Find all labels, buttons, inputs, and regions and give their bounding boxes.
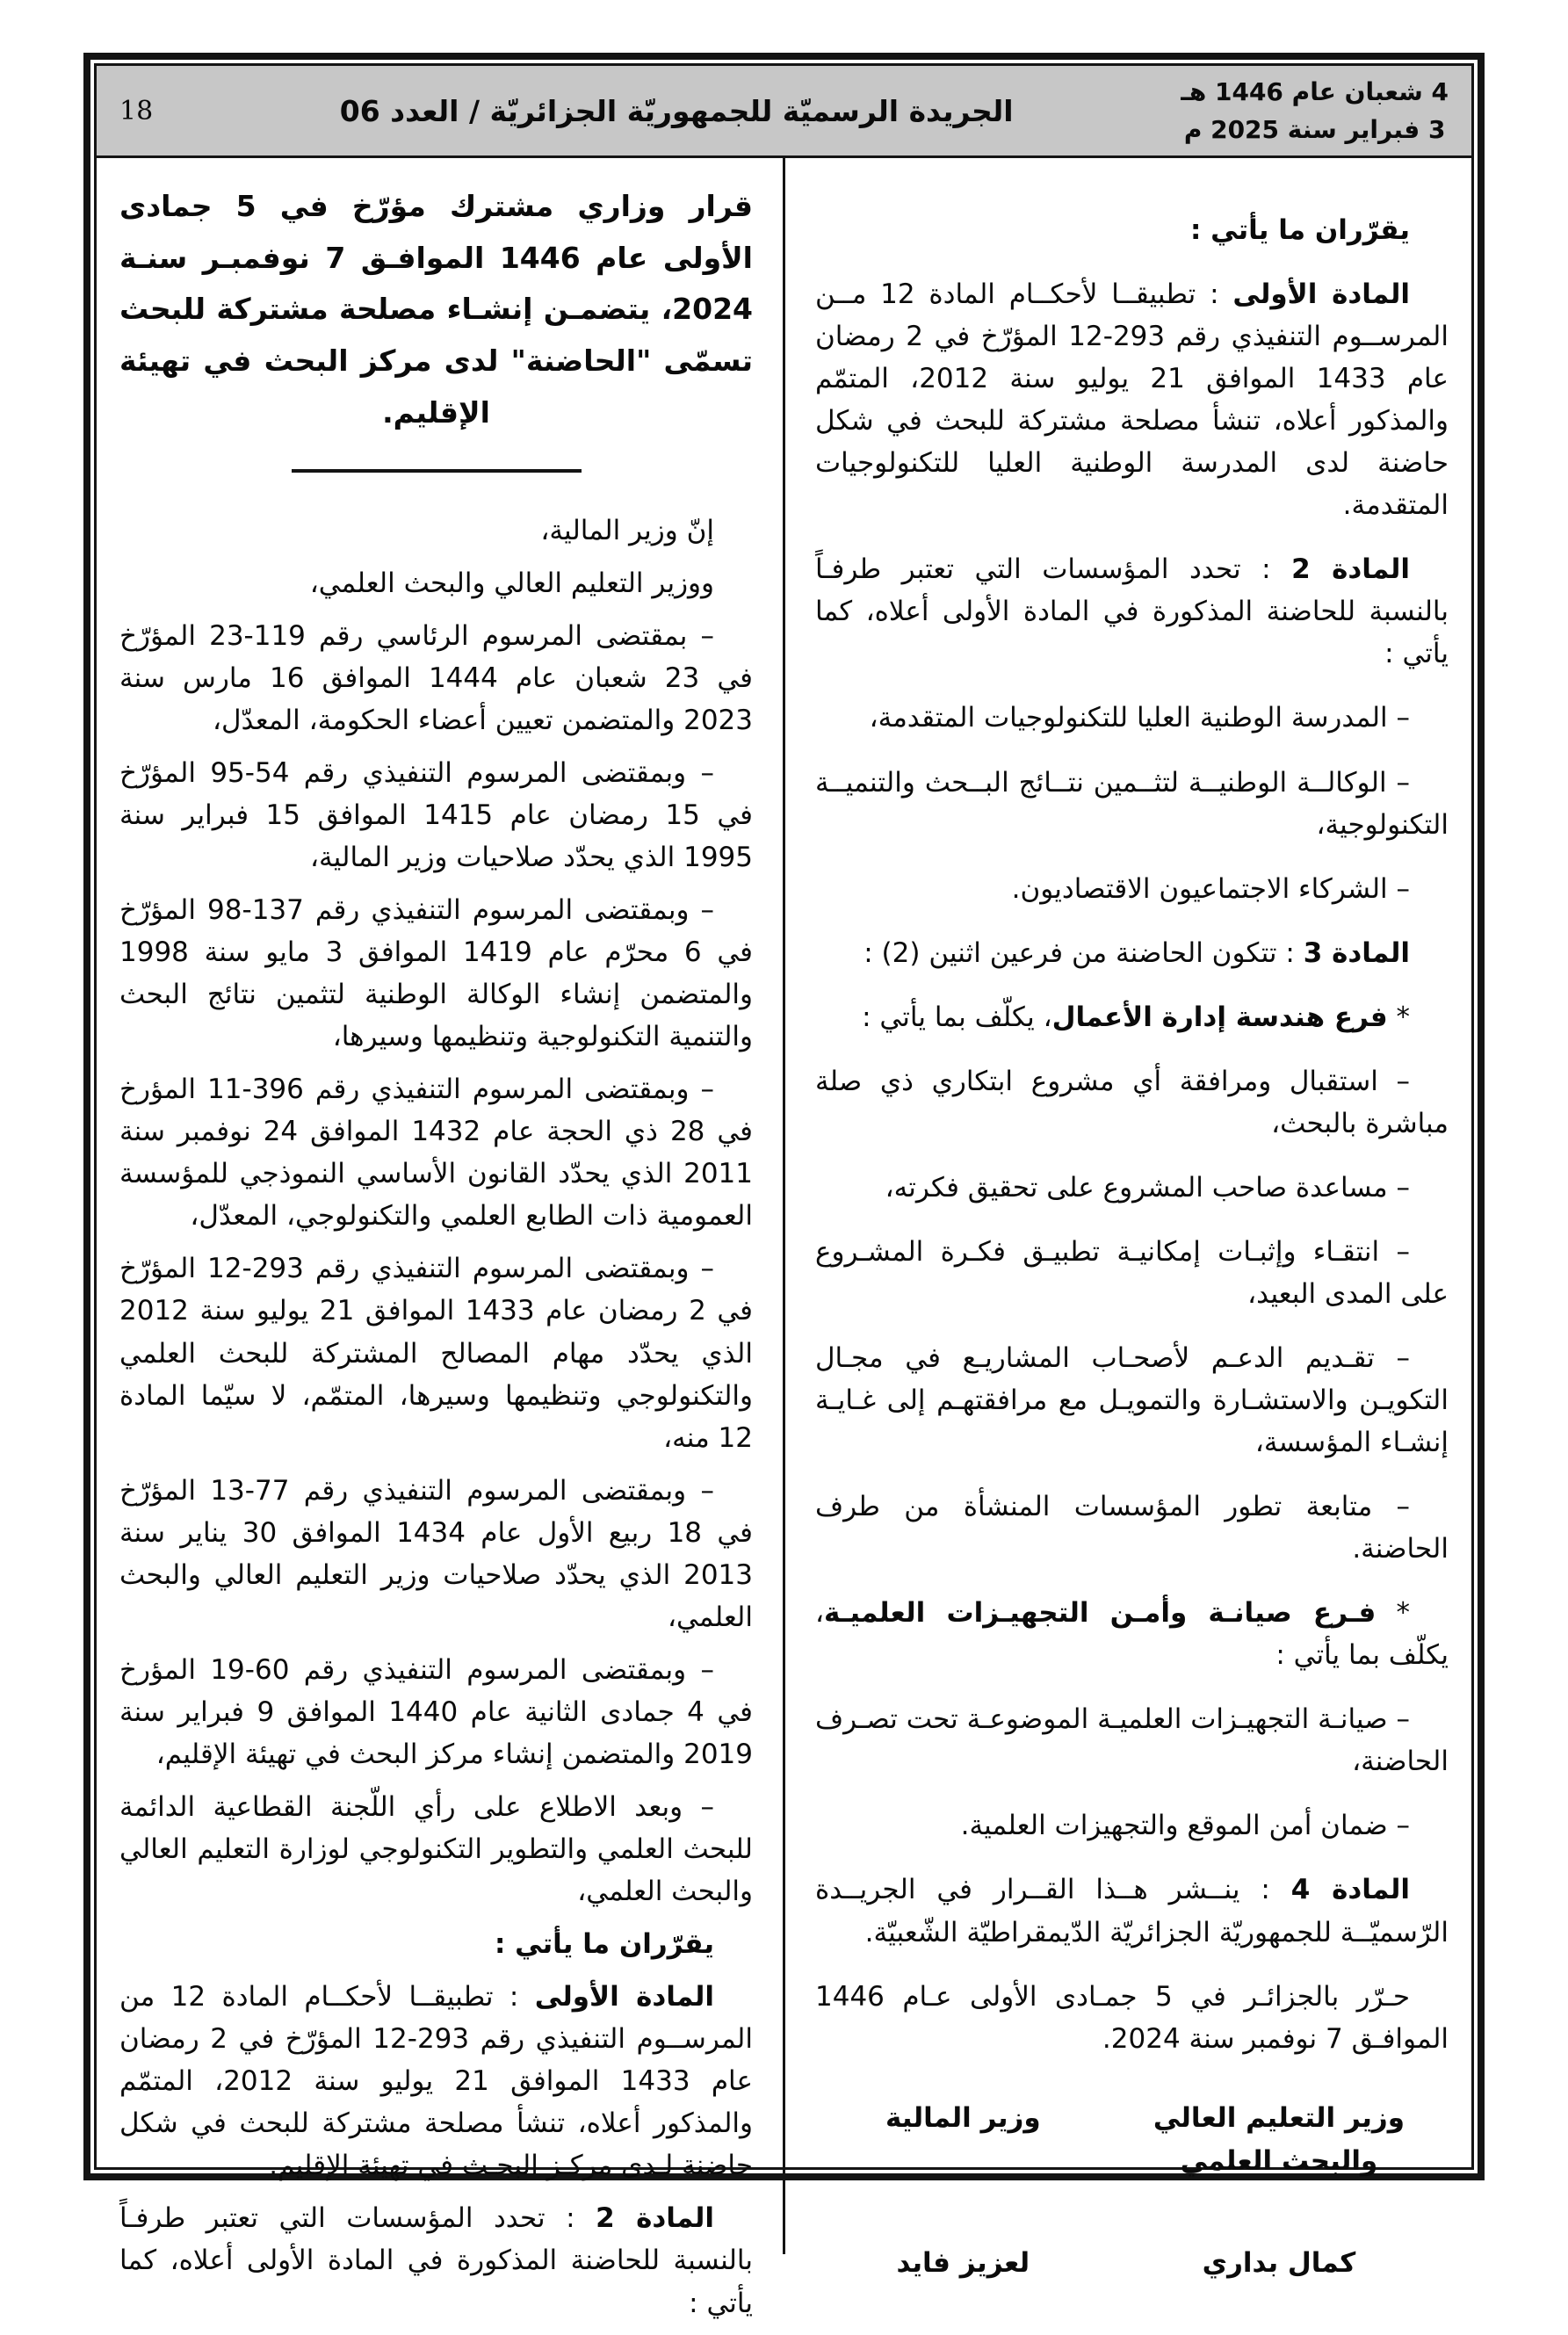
decree-title: قرار وزاري مشترك مؤرّخ في 5 جمادى الأولى عام 1446 الموافـق 7 نوفمبـر سنـة 2024، يتضمـن إنشـاء مصلحة مشتركة للبحث تسمّى "الحاضنة" لدى مركز البحث في تهيئة الإقليم. — [119, 189, 754, 430]
page-content — [97, 158, 1471, 2335]
header-dates — [1181, 73, 1449, 149]
paragraph: – الوكالــة الوطنيــة لتثــمين نتــائج البــحث والتنميــة التكنولوجية، — [815, 766, 1449, 841]
paragraph: ووزير التعليم العالي والبحث العلمي، — [309, 567, 714, 599]
paragraph: يقرّران ما يأتي : — [494, 1928, 714, 1961]
paragraph: – تقـديم الدعـم لأصحـاب المشاريـع في مجـال التكويـن والاستشـارة والتمويـل مع مرافقتهـم إلى غـايـة إنشـاء المؤسسة، — [815, 1341, 1449, 1459]
header-date-hijri: 4 شعبان عام 1446 هـ — [1181, 76, 1449, 106]
paragraph: حـرّر بالجزائـر في 5 جمـادى الأولى عـام 1446 الموافـق 7 نوفمبر سنة 2024. — [815, 1980, 1449, 2055]
paragraph: المادة 2 : تحدد المؤسسات التي تعتبر طرفـاً بالنسبة للحاضنة المذكورة في المادة الأولى أعلاه، كما يأتي : — [815, 553, 1449, 670]
paragraph: المادة الأولى : تطبيقــا لأحكــام المادة 12 من المرســوم التنفيذي رقم 293-12 المؤرّخ في 2 رمضان عام 1433 الموافق 21 يوليو سنة 2012، المتمّم والمذكور أعلاه، تنشأ مصلحة مشتركة للبحث في شكل حاضنة لـدى مركـز البحـث في تهيئة الإقليم. — [119, 1981, 753, 2182]
paragraph: – استقبال ومرافقة أي مشروع ابتكاري ذي صلة مباشرة بالبحث، — [815, 1065, 1449, 1139]
paragraph: – وبمقتضى المرسوم التنفيذي رقم 293-12 المؤرّخ في 2 رمضان عام 1433 الموافق 21 يوليو سنة 2012 الذي يحدّد مهام المصالح المشتركة للبحث العلمي والتكنولوجي وتنظيمها وسيرها، المتمّم، لا سيّما المادة 12 منه، — [119, 1253, 753, 1454]
signature-title: وزير المالية — [885, 2101, 1041, 2134]
paragraph: – صيانـة التجهيـزات العلميـة الموضوعـة تحت تصـرف الحاضنة، — [815, 1703, 1449, 1778]
paragraph: المادة 2 : تحدد المؤسسات التي تعتبر طرفـاً بالنسبة للحاضنة المذكورة في المادة الأولى أعلاه، كما يأتي : — [119, 2202, 753, 2319]
paragraph: * فـرع صيانـة وأمـن التجهيـزات العلميـة، يكلّف بما يأتي : — [815, 1597, 1449, 1672]
paragraph: – وبمقتضى المرسوم التنفيذي رقم 137-98 المؤرّخ في 6 محرّم عام 1419 الموافق 3 مايو سنة 1998 والمتضمن إنشاء الوكالة الوطنية لتثمين نتائج البحث والتنمية التكنولوجية وتنظيمها وسيرها، — [119, 894, 753, 1053]
signatures — [815, 2097, 1449, 2283]
page-header — [97, 66, 1471, 158]
paragraph: – وبعد الاطلاع على رأي اللّجنة القطاعية الدائمة للبحث العلمي والتطوير التكنولوجي لوزارة التعليم العالي والبحث العلمي، — [119, 1790, 753, 1908]
separator-rule — [292, 469, 582, 473]
paragraph: – وبمقتضى المرسوم التنفيذي رقم 54-95 المؤرّخ في 15 رمضان عام 1415 الموافق 15 فبراير سنة 1995 الذي يحدّد صلاحيات وزير المالية، — [119, 756, 753, 873]
paragraph: – مساعدة صاحب المشروع على تحقيق فكرته، — [885, 1171, 1410, 1204]
paragraph: إنّ وزير المالية، — [540, 514, 714, 546]
signature-name: كمال بداري — [1202, 2247, 1356, 2280]
signature-title: وزير التعليم العالي والبحث العلمي — [1153, 2101, 1405, 2178]
paragraph: – ضمان أمن الموقع والتجهيزات العلمية. — [960, 1810, 1410, 1842]
paragraph: – الشركاء الاجتماعيون الاقتصاديون. — [1011, 872, 1410, 905]
column-left — [97, 158, 783, 2335]
paragraph: – بمقتضى المرسوم الرئاسي رقم 119-23 المؤرّخ في 23 شعبان عام 1444 الموافق 16 مارس سنة 2023 والمتضمن تعيين أعضاء الحكومة، المعدّل، — [119, 619, 753, 736]
header-date-gregorian: 3 فبراير سنة 2025 م — [1183, 115, 1446, 144]
column-divider — [783, 158, 785, 2254]
paragraph: – المدرسة الوطنية العليا للتكنولوجيات المتقدمة، — [869, 702, 1410, 734]
paragraph: المادة الأولى : تطبيقــا لأحكــام المادة 12 مــن المرســوم التنفيذي رقم 293-12 المؤرّخ في 2 رمضان عام 1433 الموافق 21 يوليو سنة 2012، المتمّم والمذكور أعلاه، تنشأ مصلحة مشتركة للبحث في شكل حاضنة لدى المدرسة الوطنية العليا للتكنولوجيات المتقدمة. — [815, 278, 1449, 522]
page-outer-frame — [83, 53, 1485, 2319]
paragraph: – وبمقتضى المرسوم التنفيذي رقم 396-11 المؤرخ في 28 ذي الحجة عام 1432 الموافق 24 نوفمبر سنة 2011 الذي يحدّد القانون الأساسي النموذجي للمؤسسة العمومية ذات الطابع العلمي والتكنولوجي، المعدّل، — [119, 1074, 753, 1233]
paragraph: – وبمقتضى المرسوم التنفيذي رقم 60-19 المؤرخ في 4 جمادى الثانية عام 1440 الموافق 9 فبراير سنة 2019 والمتضمن إنشاء مركز البحث في تهيئة الإقليم، — [119, 1653, 753, 1770]
signature-education-minister — [1153, 2097, 1405, 2283]
page-inner-frame — [94, 63, 1474, 2319]
paragraph: – انتقـاء وإثبـات إمكانيـة تطبيـق فكـرة المشـروع على المدى البعيد، — [815, 1235, 1449, 1310]
column-right — [785, 158, 1471, 2335]
page-number: 18 — [119, 95, 154, 127]
signature-name: لعزيز فايد — [896, 2247, 1030, 2280]
gazette-title: الجريدة الرسميّة للجمهوريّة الجزائريّة / العدد 06 — [339, 93, 1014, 128]
signature-finance-minister — [885, 2097, 1041, 2283]
paragraph: المادة 3 : تتكون الحاضنة من فرعين اثنين (2) : — [863, 936, 1410, 969]
paragraph: يقرّران ما يأتي : — [1189, 214, 1410, 246]
paragraph: المادة 4 : ينــشر هــذا القــرار في الجريــدة الرّسميّــة للجمهوريّة الجزائريّة الدّيمقراطيّة الشّعبيّة. — [815, 1874, 1449, 1948]
paragraph: – متابعة تطور المؤسسات المنشأة من طرف الحاضنة. — [815, 1491, 1449, 1565]
paragraph: – وبمقتضى المرسوم التنفيذي رقم 77-13 المؤرّخ في 18 ربيع الأول عام 1434 الموافق 30 يناير سنة 2013 الذي يحدّد صلاحيات وزير التعليم العالي والبحث العلمي، — [119, 1474, 753, 1633]
paragraph: * فرع هندسة إدارة الأعمال، يكلّف بما يأتي : — [862, 1001, 1410, 1033]
